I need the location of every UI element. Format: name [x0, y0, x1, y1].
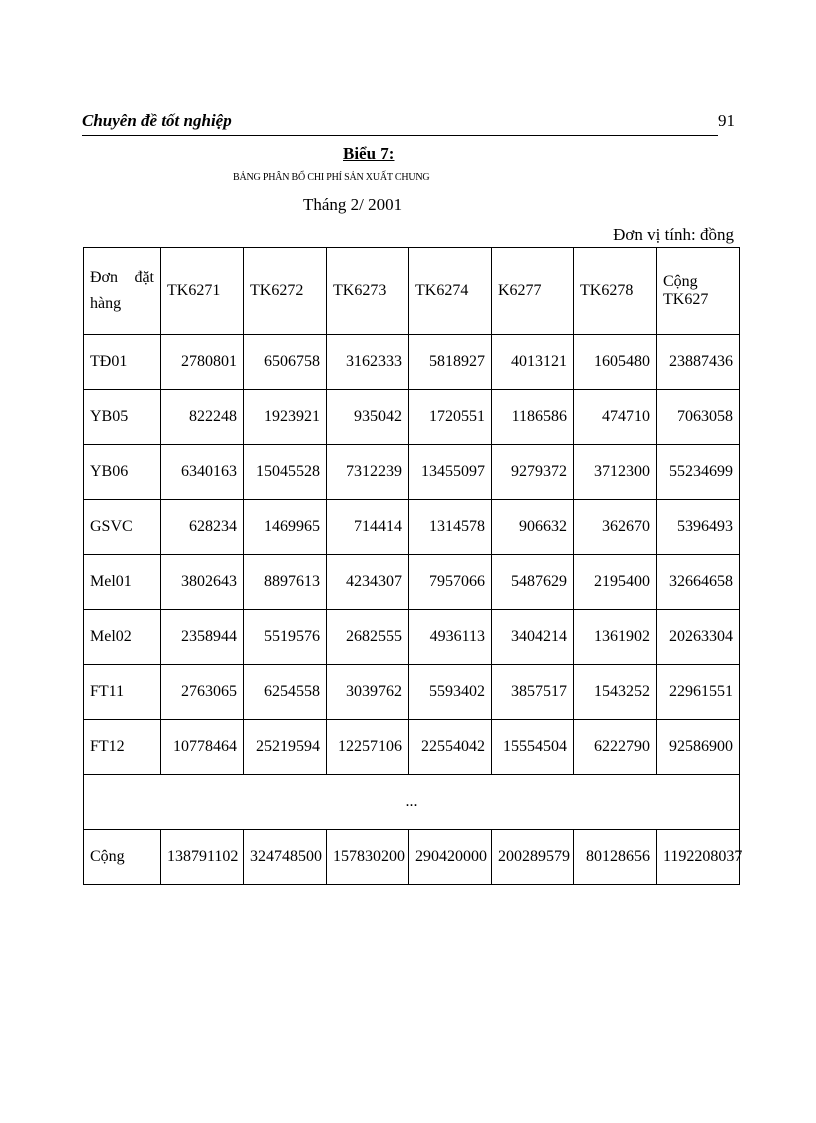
table-cell: 5487629 [492, 555, 574, 610]
table-cell: 20263304 [657, 610, 740, 665]
table-cell: 3404214 [492, 610, 574, 665]
table-cell: 6506758 [244, 335, 327, 390]
total-row [84, 830, 740, 885]
table-cell: 906632 [492, 500, 574, 555]
row-label: FT12 [84, 720, 161, 775]
row-label: YB05 [84, 390, 161, 445]
row-label: TĐ01 [84, 335, 161, 390]
table-cell: 1469965 [244, 500, 327, 555]
table-cell: 935042 [327, 390, 409, 445]
header-cell-order [84, 248, 161, 335]
table-row [84, 390, 740, 445]
table-row [84, 500, 740, 555]
header-cell: TK6274 [409, 248, 492, 335]
page-number: 91 [718, 111, 735, 130]
table-cell: 2358944 [161, 610, 244, 665]
table-cell: 13455097 [409, 445, 492, 500]
header-order-word-3: hàng [90, 295, 122, 312]
row-label: Mel02 [84, 610, 161, 665]
table-cell: 6222790 [574, 720, 657, 775]
table-cell: 22554042 [409, 720, 492, 775]
row-label: Cộng [84, 830, 161, 885]
table-cell: 7312239 [327, 445, 409, 500]
header-cell: TK6273 [327, 248, 409, 335]
table-cell: 6254558 [244, 665, 327, 720]
table-cell: 1192208037 [657, 830, 740, 885]
table-cell: 5593402 [409, 665, 492, 720]
table-row [84, 610, 740, 665]
table-cell: 4234307 [327, 555, 409, 610]
table-cell: 822248 [161, 390, 244, 445]
ellipsis-cell: ... [84, 775, 740, 830]
table-cell: 138791102 [161, 830, 244, 885]
table-cell: 157830200 [327, 830, 409, 885]
table-cell: 92586900 [657, 720, 740, 775]
table-cell: 628234 [161, 500, 244, 555]
row-label: GSVC [84, 500, 161, 555]
table-cell: 22961551 [657, 665, 740, 720]
figure-subtitle: BẢNG PHÂN BỔ CHI PHÍ SẢN XUẤT CHUNG [233, 172, 430, 183]
table-row [84, 335, 740, 390]
table-row [84, 555, 740, 610]
table-cell: 80128656 [574, 830, 657, 885]
table-cell: 3039762 [327, 665, 409, 720]
table-cell: 1314578 [409, 500, 492, 555]
table-cell: 6340163 [161, 445, 244, 500]
table-cell: 5396493 [657, 500, 740, 555]
table-cell: 7063058 [657, 390, 740, 445]
header-cell: TK6271 [161, 248, 244, 335]
cost-allocation-table [83, 247, 743, 885]
table-cell: 15554504 [492, 720, 574, 775]
table-cell: 4936113 [409, 610, 492, 665]
table-row [84, 665, 740, 720]
header-cell: K6277 [492, 248, 574, 335]
table-cell: 10778464 [161, 720, 244, 775]
table-cell: 5818927 [409, 335, 492, 390]
row-label: YB06 [84, 445, 161, 500]
figure-month: Tháng 2/ 2001 [303, 195, 403, 214]
table-cell: 3857517 [492, 665, 574, 720]
table-row [84, 445, 740, 500]
table-cell: 1720551 [409, 390, 492, 445]
table-cell: 362670 [574, 500, 657, 555]
table-cell: 12257106 [327, 720, 409, 775]
table-cell: 200289579 [492, 830, 574, 885]
header-cell: TK6278 [574, 248, 657, 335]
table-cell: 5519576 [244, 610, 327, 665]
table-cell: 23887436 [657, 335, 740, 390]
row-label: FT11 [84, 665, 161, 720]
table-cell: 55234699 [657, 445, 740, 500]
table-cell: 2780801 [161, 335, 244, 390]
table-cell: 15045528 [244, 445, 327, 500]
table-cell: 2763065 [161, 665, 244, 720]
table-cell: 324748500 [244, 830, 327, 885]
table-cell: 3802643 [161, 555, 244, 610]
table-cell: 474710 [574, 390, 657, 445]
table-row [84, 720, 740, 775]
table-cell: 1605480 [574, 335, 657, 390]
table-cell: 1361902 [574, 610, 657, 665]
table-cell: 290420000 [409, 830, 492, 885]
table-cell: 4013121 [492, 335, 574, 390]
table-header-row [84, 248, 740, 335]
ellipsis-row [84, 775, 740, 830]
header-divider [82, 135, 718, 136]
header-order-word-2: đặt [134, 269, 154, 286]
unit-note: Đơn vị tính: đồng [613, 225, 734, 244]
table-cell: 714414 [327, 500, 409, 555]
table-cell: 3162333 [327, 335, 409, 390]
header-cell: TK6272 [244, 248, 327, 335]
table-cell: 2682555 [327, 610, 409, 665]
table-cell: 3712300 [574, 445, 657, 500]
table-cell: 8897613 [244, 555, 327, 610]
table-cell: 9279372 [492, 445, 574, 500]
table-cell: 2195400 [574, 555, 657, 610]
table-cell: 1923921 [244, 390, 327, 445]
table-cell: 32664658 [657, 555, 740, 610]
header-order-word-1: Đơn [90, 269, 119, 286]
header-cell: Cộng TK627 [657, 248, 740, 335]
row-label: Mel01 [84, 555, 161, 610]
table-cell: 25219594 [244, 720, 327, 775]
table-cell: 1543252 [574, 665, 657, 720]
table-cell: 7957066 [409, 555, 492, 610]
figure-title: Biểu 7: [343, 144, 395, 163]
header-title: Chuyên đề tốt nghiệp [82, 111, 232, 130]
table-cell: 1186586 [492, 390, 574, 445]
